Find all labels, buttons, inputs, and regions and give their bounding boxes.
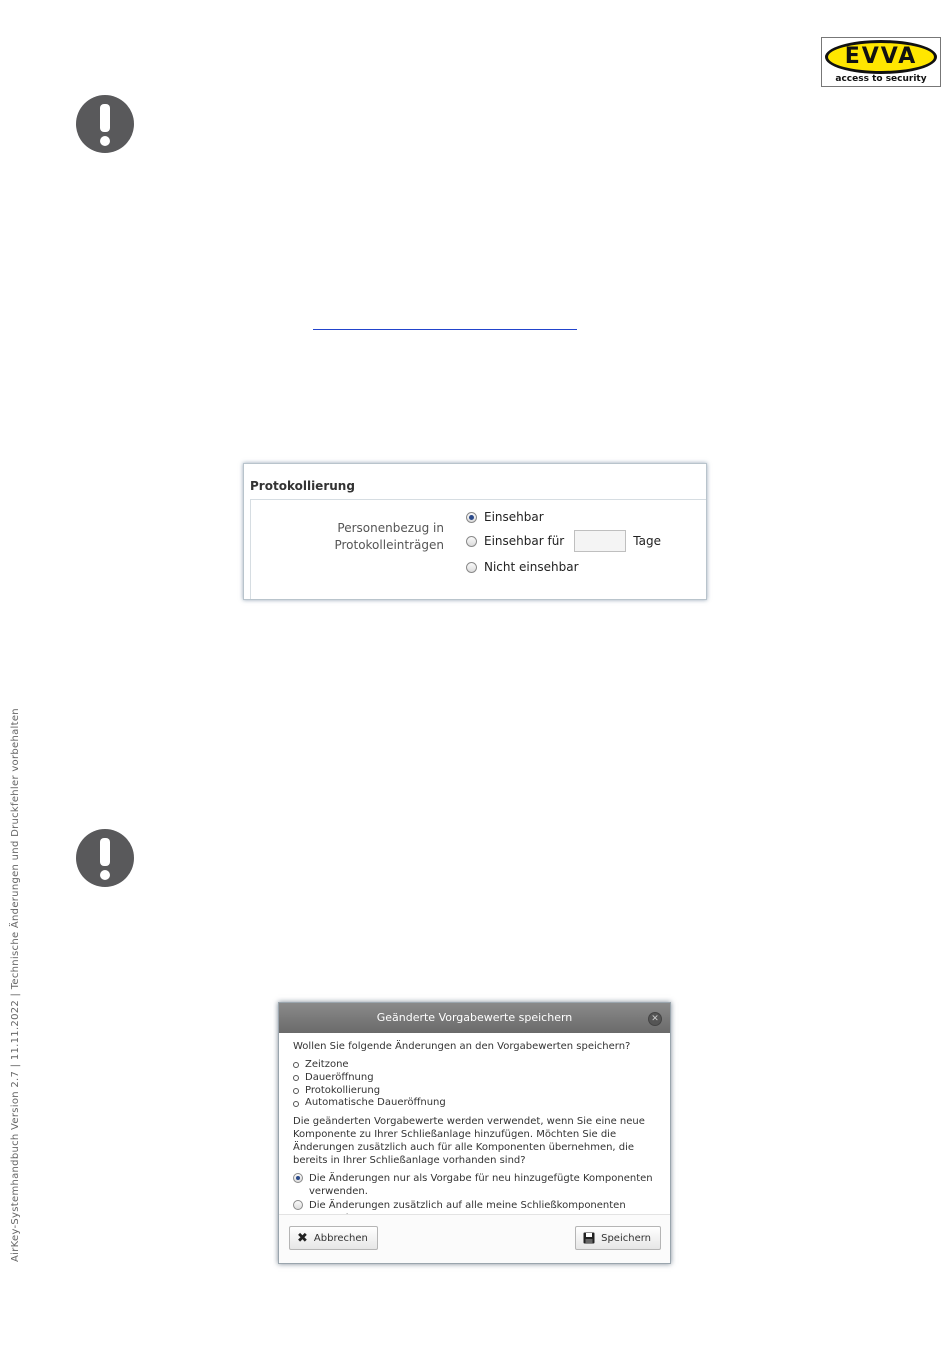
evva-logo — [821, 37, 941, 87]
hyperlink-underline[interactable] — [313, 329, 577, 330]
radio-label: Die Änderungen nur als Vorgabe für neu hinzugefügte Komponenten verwenden. — [309, 1173, 653, 1198]
dialog-body — [293, 1040, 658, 1225]
field-label-line: Protokolleinträgen — [334, 538, 444, 552]
save-button[interactable] — [575, 1226, 661, 1250]
radio-option-einsehbar[interactable] — [466, 510, 544, 524]
floppy-disk-icon — [583, 1232, 595, 1244]
radio-label: Die Änderungen zusätzlich auf alle meine Schließkomponenten — [309, 1200, 626, 1212]
list-item-label: Zeitzone — [305, 1059, 349, 1070]
radio-button[interactable] — [466, 536, 477, 547]
button-label: Abbrechen — [313, 1232, 368, 1244]
close-icon[interactable]: ✕ — [648, 1012, 662, 1026]
dialog-question: Wollen Sie folgende Änderungen an den Vorgabewerten speichern? — [293, 1041, 631, 1052]
section-header: Protokollierung — [250, 479, 355, 493]
radio-option-new-only[interactable] — [293, 1172, 658, 1198]
footer-text: AirKey-Systemhandbuch Version 2.7 | 11.11.2022 | Technische Änderungen und Druckfehler vorbehalten — [10, 708, 21, 1262]
logo-tagline: access to security — [835, 74, 927, 84]
field-label-line: Personenbezug in — [337, 521, 444, 535]
radio-button[interactable] — [293, 1200, 303, 1210]
exclamation-icon — [75, 828, 135, 888]
bullet-icon — [293, 1075, 299, 1081]
divider — [250, 499, 251, 599]
radio-option-nicht-einsehbar[interactable] — [466, 560, 579, 574]
list-item — [293, 1097, 658, 1110]
list-item — [293, 1059, 658, 1072]
list-item-label: Daueröffnung — [305, 1071, 374, 1083]
bullet-icon — [293, 1062, 299, 1068]
field-label — [314, 520, 444, 554]
list-item-label: Automatische Daueröffnung — [305, 1097, 446, 1109]
divider — [250, 499, 706, 500]
unit-label: Tage — [633, 534, 661, 548]
radio-option-einsehbar-fuer[interactable] — [466, 530, 661, 552]
list-item — [293, 1072, 658, 1085]
dialog-info: Die geänderten Vorgabewerte werden verwendet, wenn Sie eine neue Komponente zu Ihrer Schließanlage hinzufügen. Möchten Sie die Änderungen zusätzlich auch für alle Komponenten übernehmen, die bereits in Ihrer Schließanlage vorhanden sind? — [293, 1116, 645, 1167]
button-label: Speichern — [601, 1232, 651, 1244]
radio-label: Einsehbar — [484, 510, 544, 524]
dialog-title-bar — [279, 1003, 670, 1033]
radio-button[interactable] — [466, 562, 477, 573]
radio-button-selected[interactable] — [293, 1173, 303, 1183]
list-item-label: Protokollierung — [305, 1084, 381, 1096]
radio-button-selected[interactable] — [466, 512, 477, 523]
exclamation-icon — [75, 94, 135, 154]
save-defaults-dialog — [278, 1002, 671, 1264]
bullet-icon — [293, 1088, 299, 1094]
protokollierung-screenshot — [243, 463, 707, 600]
logo-word: EVVA — [844, 44, 918, 69]
cancel-button[interactable] — [289, 1226, 378, 1250]
logo-oval — [825, 40, 937, 74]
radio-label: Einsehbar für — [484, 534, 565, 548]
close-icon: ✖ — [297, 1230, 308, 1246]
radio-label: Nicht einsehbar — [484, 560, 579, 574]
days-input[interactable] — [574, 530, 626, 552]
list-item — [293, 1085, 658, 1098]
dialog-title: Geänderte Vorgabewerte speichern — [376, 1011, 573, 1024]
dialog-footer — [279, 1214, 670, 1263]
bullet-icon — [293, 1101, 299, 1107]
changes-list — [293, 1059, 658, 1110]
